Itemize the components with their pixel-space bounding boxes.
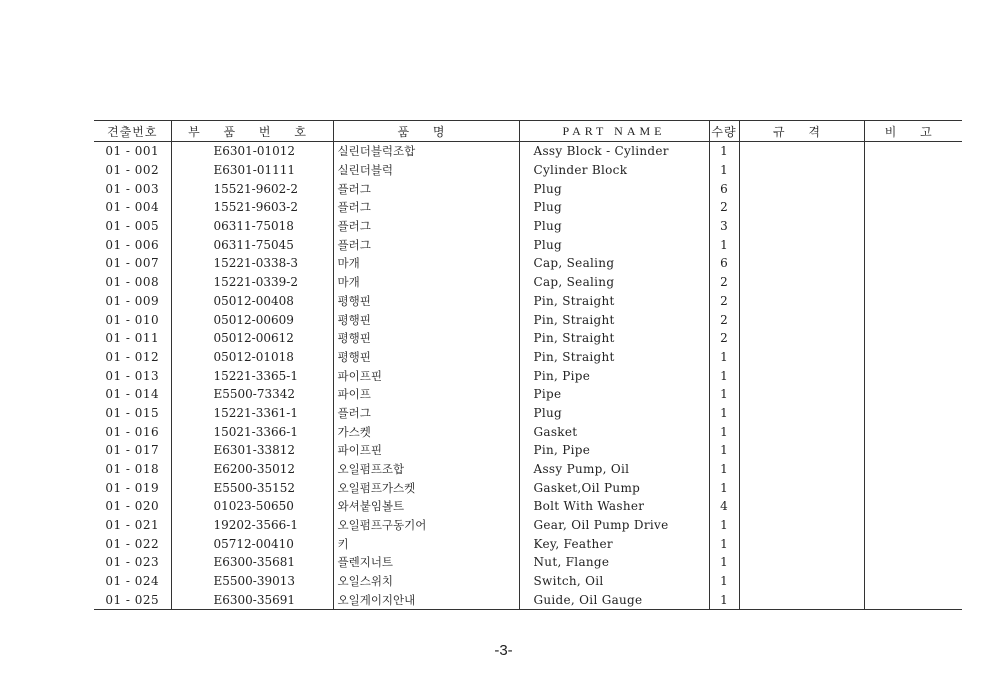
table-row bbox=[94, 385, 962, 404]
row-part-name: Key, Feather bbox=[519, 534, 709, 553]
row-specification bbox=[739, 516, 864, 535]
table-row bbox=[94, 591, 962, 610]
row-specification bbox=[739, 591, 864, 610]
row-remarks bbox=[864, 460, 962, 479]
row-quantity: 1 bbox=[709, 235, 739, 254]
table-row bbox=[94, 142, 962, 161]
table-row bbox=[94, 534, 962, 553]
row-seq-number: 01 - 013 bbox=[105, 368, 160, 383]
row-seq-number: 01 - 015 bbox=[105, 405, 160, 420]
table-row bbox=[94, 572, 962, 591]
row-remarks bbox=[864, 422, 962, 441]
row-specification bbox=[739, 385, 864, 404]
table-row bbox=[94, 310, 962, 329]
row-quantity: 3 bbox=[709, 217, 739, 236]
table-row bbox=[94, 404, 962, 423]
row-korean-name: 오일스위치 bbox=[333, 572, 519, 591]
row-seq-number: 01 - 007 bbox=[105, 256, 160, 271]
row-part-name: Pipe bbox=[519, 385, 709, 404]
row-specification bbox=[739, 329, 864, 348]
table-row bbox=[94, 348, 962, 367]
table-row bbox=[94, 516, 962, 535]
row-remarks bbox=[864, 179, 962, 198]
row-part-number: 05012-01018 bbox=[171, 348, 333, 367]
row-specification bbox=[739, 534, 864, 553]
row-part-number: E6300-35691 bbox=[171, 591, 333, 610]
row-part-number: E6200-35012 bbox=[171, 460, 333, 479]
row-remarks bbox=[864, 534, 962, 553]
row-korean-name: 플러그 bbox=[333, 404, 519, 423]
header-specification: 규 격 bbox=[739, 121, 864, 142]
row-remarks bbox=[864, 310, 962, 329]
row-specification bbox=[739, 179, 864, 198]
row-quantity: 1 bbox=[709, 441, 739, 460]
row-remarks bbox=[864, 385, 962, 404]
header-row bbox=[94, 121, 962, 142]
row-specification bbox=[739, 254, 864, 273]
row-korean-name: 플러그 bbox=[333, 198, 519, 217]
row-part-name: Gear, Oil Pump Drive bbox=[519, 516, 709, 535]
row-korean-name: 오일게이지안내 bbox=[333, 591, 519, 610]
row-quantity: 1 bbox=[709, 572, 739, 591]
row-part-number: E6301-01012 bbox=[171, 142, 333, 161]
row-part-number: E6300-35681 bbox=[171, 553, 333, 572]
row-part-name: Plug bbox=[519, 217, 709, 236]
row-seq-number: 01 - 004 bbox=[105, 200, 160, 215]
row-remarks bbox=[864, 235, 962, 254]
table-row bbox=[94, 161, 962, 180]
row-quantity: 2 bbox=[709, 198, 739, 217]
row-korean-name: 실린더블럭 bbox=[333, 161, 519, 180]
row-quantity: 1 bbox=[709, 161, 739, 180]
page-number: -3- bbox=[494, 642, 513, 659]
row-remarks bbox=[864, 497, 962, 516]
row-remarks bbox=[864, 441, 962, 460]
table-row bbox=[94, 460, 962, 479]
row-remarks bbox=[864, 254, 962, 273]
row-part-name: Plug bbox=[519, 198, 709, 217]
table-row bbox=[94, 179, 962, 198]
row-korean-name: 평행핀 bbox=[333, 348, 519, 367]
row-seq-number: 01 - 019 bbox=[105, 480, 160, 495]
row-korean-name: 플렌지너트 bbox=[333, 553, 519, 572]
row-quantity: 6 bbox=[709, 254, 739, 273]
row-quantity: 2 bbox=[709, 292, 739, 311]
row-korean-name: 실린더블럭조합 bbox=[333, 142, 519, 161]
row-korean-name: 파이프 bbox=[333, 385, 519, 404]
row-part-name: Gasket,Oil Pump bbox=[519, 478, 709, 497]
row-remarks bbox=[864, 198, 962, 217]
row-seq-number: 01 - 022 bbox=[105, 536, 160, 551]
row-part-name: Nut, Flange bbox=[519, 553, 709, 572]
table-row bbox=[94, 254, 962, 273]
row-remarks bbox=[864, 217, 962, 236]
row-quantity: 1 bbox=[709, 516, 739, 535]
row-quantity: 1 bbox=[709, 478, 739, 497]
row-part-number: 05712-00410 bbox=[171, 534, 333, 553]
row-part-number: 15521-9603-2 bbox=[171, 198, 333, 217]
row-korean-name: 오일펌프조합 bbox=[333, 460, 519, 479]
row-part-name: Pin, Pipe bbox=[519, 366, 709, 385]
row-part-name: Plug bbox=[519, 179, 709, 198]
row-remarks bbox=[864, 572, 962, 591]
table-row bbox=[94, 217, 962, 236]
row-part-name: Cap, Sealing bbox=[519, 254, 709, 273]
row-korean-name: 파이프핀 bbox=[333, 441, 519, 460]
row-seq-number: 01 - 023 bbox=[105, 555, 160, 570]
row-part-number: 15221-0339-2 bbox=[171, 273, 333, 292]
row-part-number: 06311-75018 bbox=[171, 217, 333, 236]
row-korean-name: 와셔붙임볼트 bbox=[333, 497, 519, 516]
row-korean-name: 플러그 bbox=[333, 179, 519, 198]
row-specification bbox=[739, 478, 864, 497]
row-seq-number: 01 - 002 bbox=[105, 163, 160, 178]
row-part-name: Pin, Pipe bbox=[519, 441, 709, 460]
row-remarks bbox=[864, 142, 962, 161]
row-korean-name: 파이프핀 bbox=[333, 366, 519, 385]
row-part-number: 15521-9602-2 bbox=[171, 179, 333, 198]
row-part-name: Cylinder Block bbox=[519, 161, 709, 180]
row-part-number: 15221-0338-3 bbox=[171, 254, 333, 273]
row-part-number: 15221-3365-1 bbox=[171, 366, 333, 385]
row-quantity: 2 bbox=[709, 329, 739, 348]
row-remarks bbox=[864, 161, 962, 180]
row-part-number: E5500-39013 bbox=[171, 572, 333, 591]
row-specification bbox=[739, 142, 864, 161]
row-remarks bbox=[864, 273, 962, 292]
row-remarks bbox=[864, 292, 962, 311]
row-part-name: Switch, Oil bbox=[519, 572, 709, 591]
row-part-name: Pin, Straight bbox=[519, 292, 709, 311]
header-part-name: PART NAME bbox=[519, 121, 709, 142]
row-korean-name: 평행핀 bbox=[333, 310, 519, 329]
table-row bbox=[94, 422, 962, 441]
row-part-name: Gasket bbox=[519, 422, 709, 441]
table-row bbox=[94, 198, 962, 217]
row-part-name: Pin, Straight bbox=[519, 329, 709, 348]
row-korean-name: 오일펌프구동기어 bbox=[333, 516, 519, 535]
row-korean-name: 가스켓 bbox=[333, 422, 519, 441]
row-remarks bbox=[864, 404, 962, 423]
row-seq-number: 01 - 009 bbox=[105, 293, 160, 308]
table-body bbox=[94, 142, 962, 610]
table-row bbox=[94, 329, 962, 348]
row-quantity: 6 bbox=[709, 179, 739, 198]
row-seq-number: 01 - 024 bbox=[105, 574, 160, 589]
row-seq-number: 01 - 001 bbox=[105, 144, 160, 159]
header-korean-name: 품 명 bbox=[333, 121, 519, 142]
row-quantity: 2 bbox=[709, 273, 739, 292]
row-remarks bbox=[864, 348, 962, 367]
row-quantity: 1 bbox=[709, 553, 739, 572]
row-seq-number: 01 - 017 bbox=[105, 443, 160, 458]
row-seq-number: 01 - 008 bbox=[105, 275, 160, 290]
row-seq-number: 01 - 025 bbox=[94, 591, 171, 610]
row-seq-number: 01 - 021 bbox=[105, 518, 160, 533]
row-korean-name: 오일펌프가스켓 bbox=[333, 478, 519, 497]
row-part-number: 05012-00408 bbox=[171, 292, 333, 311]
row-remarks bbox=[864, 591, 962, 610]
row-seq-number: 01 - 020 bbox=[105, 499, 160, 514]
row-part-number: 01023-50650 bbox=[171, 497, 333, 516]
table-row bbox=[94, 235, 962, 254]
row-specification bbox=[739, 366, 864, 385]
table-row bbox=[94, 366, 962, 385]
row-korean-name: 마개 bbox=[333, 254, 519, 273]
row-seq-number: 01 - 011 bbox=[105, 331, 160, 346]
row-specification bbox=[739, 553, 864, 572]
row-korean-name: 플러그 bbox=[333, 217, 519, 236]
header-part-number: 부 품 번 호 bbox=[171, 121, 333, 142]
row-quantity: 1 bbox=[709, 422, 739, 441]
row-quantity: 1 bbox=[709, 591, 739, 610]
row-quantity: 2 bbox=[709, 310, 739, 329]
row-remarks bbox=[864, 516, 962, 535]
row-specification bbox=[739, 572, 864, 591]
row-specification bbox=[739, 497, 864, 516]
row-seq-number: 01 - 018 bbox=[105, 462, 160, 477]
row-part-name: Assy Pump, Oil bbox=[519, 460, 709, 479]
row-quantity: 1 bbox=[709, 385, 739, 404]
row-part-number: 15221-3361-1 bbox=[171, 404, 333, 423]
row-part-number: 05012-00609 bbox=[171, 310, 333, 329]
row-part-name: Assy Block - Cylinder bbox=[519, 142, 709, 161]
table-row bbox=[94, 497, 962, 516]
table-header bbox=[94, 121, 962, 142]
row-part-name: Plug bbox=[519, 235, 709, 254]
row-quantity: 4 bbox=[709, 497, 739, 516]
row-part-name: Guide, Oil Gauge bbox=[519, 591, 709, 610]
row-specification bbox=[739, 348, 864, 367]
row-quantity: 1 bbox=[709, 460, 739, 479]
row-specification bbox=[739, 441, 864, 460]
row-quantity: 1 bbox=[709, 348, 739, 367]
row-korean-name: 평행핀 bbox=[333, 329, 519, 348]
row-remarks bbox=[864, 366, 962, 385]
row-seq-number: 01 - 006 bbox=[105, 237, 160, 252]
row-remarks bbox=[864, 553, 962, 572]
row-part-name: Pin, Straight bbox=[519, 310, 709, 329]
row-quantity: 1 bbox=[709, 366, 739, 385]
row-specification bbox=[739, 460, 864, 479]
row-specification bbox=[739, 404, 864, 423]
row-part-number: 05012-00612 bbox=[171, 329, 333, 348]
row-seq-number: 01 - 003 bbox=[105, 181, 160, 196]
row-specification bbox=[739, 161, 864, 180]
row-part-number: 19202-3566-1 bbox=[171, 516, 333, 535]
table-row bbox=[94, 441, 962, 460]
row-korean-name: 평행핀 bbox=[333, 292, 519, 311]
row-remarks bbox=[864, 329, 962, 348]
row-specification bbox=[739, 310, 864, 329]
row-seq-number: 01 - 010 bbox=[105, 312, 160, 327]
row-specification bbox=[739, 422, 864, 441]
row-seq-number: 01 - 014 bbox=[105, 387, 160, 402]
row-specification bbox=[739, 292, 864, 311]
row-korean-name: 마개 bbox=[333, 273, 519, 292]
parts-list-sheet bbox=[94, 120, 962, 610]
row-remarks bbox=[864, 478, 962, 497]
row-part-number: E5500-35152 bbox=[171, 478, 333, 497]
row-specification bbox=[739, 273, 864, 292]
header-quantity: 수량 bbox=[709, 121, 739, 142]
table-row bbox=[94, 292, 962, 311]
header-seq-number: 견출번호 bbox=[94, 121, 171, 142]
row-part-name: Plug bbox=[519, 404, 709, 423]
row-part-number: E6301-33812 bbox=[171, 441, 333, 460]
row-specification bbox=[739, 235, 864, 254]
row-part-number: 06311-75045 bbox=[171, 235, 333, 254]
row-part-name: Pin, Straight bbox=[519, 348, 709, 367]
row-part-name: Bolt With Washer bbox=[519, 497, 709, 516]
row-part-number: 15021-3366-1 bbox=[171, 422, 333, 441]
row-korean-name: 키 bbox=[333, 534, 519, 553]
row-quantity: 1 bbox=[709, 142, 739, 161]
row-part-number: E5500-73342 bbox=[171, 385, 333, 404]
table-row bbox=[94, 553, 962, 572]
row-seq-number: 01 - 016 bbox=[105, 424, 160, 439]
row-korean-name: 플러그 bbox=[333, 235, 519, 254]
row-specification bbox=[739, 198, 864, 217]
row-seq-number: 01 - 012 bbox=[105, 349, 160, 364]
header-remarks: 비 고 bbox=[864, 121, 962, 142]
row-quantity: 1 bbox=[709, 534, 739, 553]
table-row bbox=[94, 273, 962, 292]
row-part-number: E6301-01111 bbox=[171, 161, 333, 180]
row-quantity: 1 bbox=[709, 404, 739, 423]
row-seq-number: 01 - 005 bbox=[105, 219, 160, 234]
table-row bbox=[94, 478, 962, 497]
row-specification bbox=[739, 217, 864, 236]
row-part-name: Cap, Sealing bbox=[519, 273, 709, 292]
parts-table bbox=[94, 120, 962, 610]
